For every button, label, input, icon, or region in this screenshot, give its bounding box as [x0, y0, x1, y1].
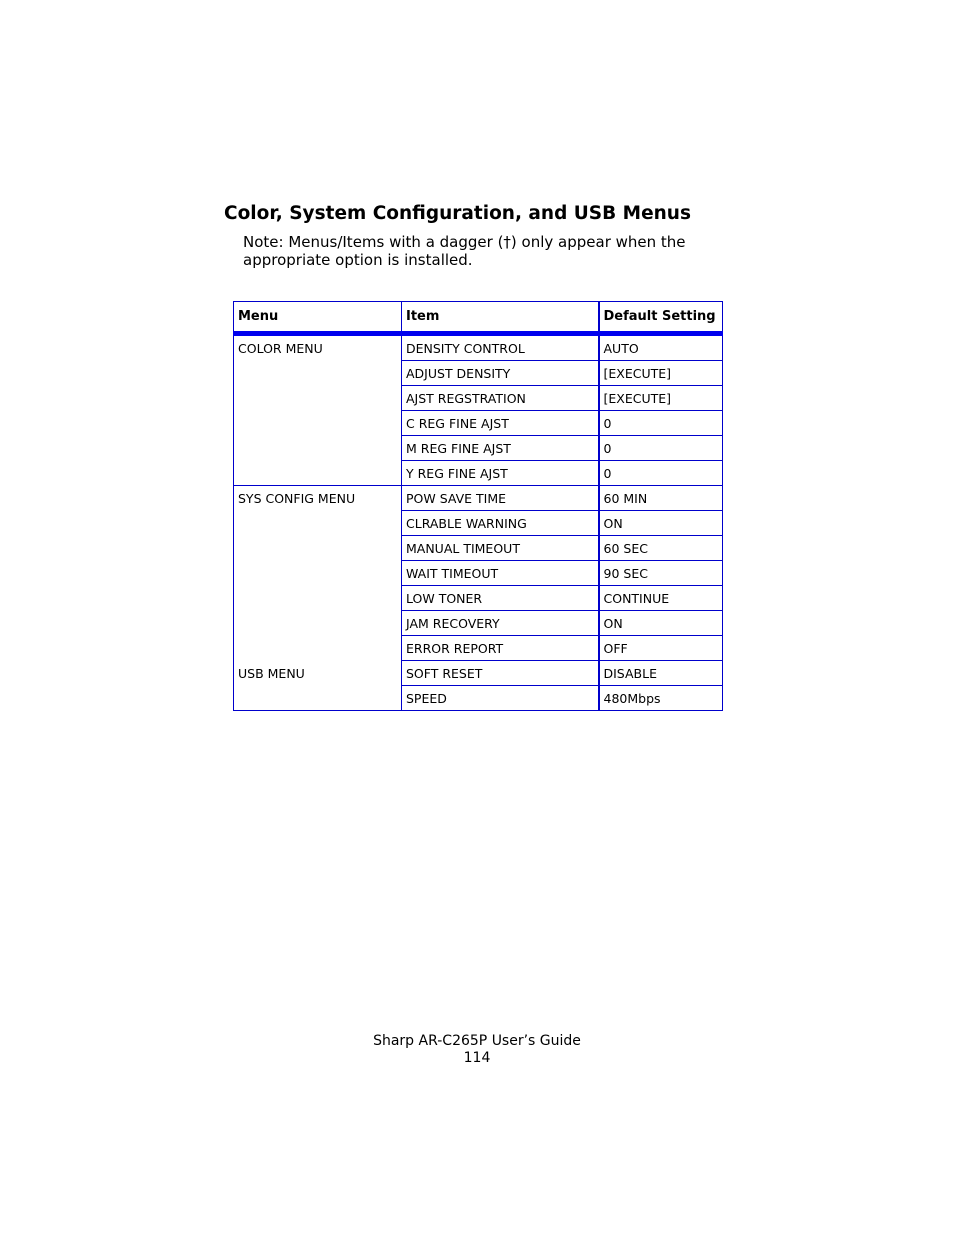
cell-item: SPEED: [402, 686, 599, 711]
cell-menu: [234, 586, 402, 611]
note-line-1: Note: Menus/Items with a dagger (†) only appear when the: [243, 233, 686, 251]
cell-item: ERROR REPORT: [402, 636, 599, 661]
table-body: [234, 334, 723, 711]
table-row: [234, 411, 723, 436]
table-row: [234, 636, 723, 661]
cell-default-setting: OFF: [599, 636, 723, 661]
cell-menu: [234, 511, 402, 536]
cell-item: JAM RECOVERY: [402, 611, 599, 636]
cell-menu: [234, 686, 402, 711]
table-row: [234, 486, 723, 511]
cell-default-setting: [EXECUTE]: [599, 361, 723, 386]
cell-default-setting: CONTINUE: [599, 586, 723, 611]
cell-item: Y REG FINE AJST: [402, 461, 599, 486]
table-row: [234, 386, 723, 411]
table-row: [234, 511, 723, 536]
cell-menu: [234, 611, 402, 636]
cell-default-setting: 60 SEC: [599, 536, 723, 561]
header-default-setting: Default Setting: [599, 302, 723, 334]
cell-menu: [234, 436, 402, 461]
cell-default-setting: DISABLE: [599, 661, 723, 686]
cell-item: ADJUST DENSITY: [402, 361, 599, 386]
table-row: [234, 536, 723, 561]
cell-default-setting: ON: [599, 511, 723, 536]
header-menu: Menu: [234, 302, 402, 334]
footer-guide-title: Sharp AR-C265P User’s Guide: [373, 1033, 581, 1049]
table-row: [234, 686, 723, 711]
table-row: [234, 611, 723, 636]
cell-item: CLRABLE WARNING: [402, 511, 599, 536]
cell-item: C REG FINE AJST: [402, 411, 599, 436]
cell-item: M REG FINE AJST: [402, 436, 599, 461]
cell-menu: USB MENU: [234, 661, 402, 686]
cell-item: DENSITY CONTROL: [402, 334, 599, 361]
cell-menu: SYS CONFIG MENU: [234, 486, 402, 511]
cell-item: POW SAVE TIME: [402, 486, 599, 511]
table-header-row: [234, 302, 723, 334]
cell-item: SOFT RESET: [402, 661, 599, 686]
cell-menu: [234, 461, 402, 486]
cell-menu: [234, 561, 402, 586]
cell-menu: [234, 411, 402, 436]
cell-default-setting: 60 MIN: [599, 486, 723, 511]
cell-default-setting: 0: [599, 436, 723, 461]
cell-default-setting: ON: [599, 611, 723, 636]
cell-item: AJST REGSTRATION: [402, 386, 599, 411]
cell-default-setting: 480Mbps: [599, 686, 723, 711]
header-item: Item: [402, 302, 599, 334]
section-title: Color, System Configuration, and USB Menus: [224, 203, 691, 224]
cell-item: LOW TONER: [402, 586, 599, 611]
cell-default-setting: 90 SEC: [599, 561, 723, 586]
cell-default-setting: AUTO: [599, 334, 723, 361]
menu-settings-table: [233, 301, 723, 711]
cell-menu: COLOR MENU: [234, 334, 402, 361]
cell-menu: [234, 386, 402, 411]
cell-default-setting: [EXECUTE]: [599, 386, 723, 411]
cell-item: MANUAL TIMEOUT: [402, 536, 599, 561]
cell-menu: [234, 636, 402, 661]
table-row: [234, 661, 723, 686]
table-row: [234, 436, 723, 461]
footer-page-number: 114: [463, 1050, 491, 1066]
cell-menu: [234, 536, 402, 561]
table-row: [234, 586, 723, 611]
table-row: [234, 361, 723, 386]
note-line-2: appropriate option is installed.: [243, 251, 473, 269]
cell-default-setting: 0: [599, 461, 723, 486]
table-row: [234, 561, 723, 586]
cell-default-setting: 0: [599, 411, 723, 436]
table-row: [234, 461, 723, 486]
dagger-note: [243, 233, 743, 269]
cell-item: WAIT TIMEOUT: [402, 561, 599, 586]
table-row: [234, 334, 723, 361]
cell-menu: [234, 361, 402, 386]
